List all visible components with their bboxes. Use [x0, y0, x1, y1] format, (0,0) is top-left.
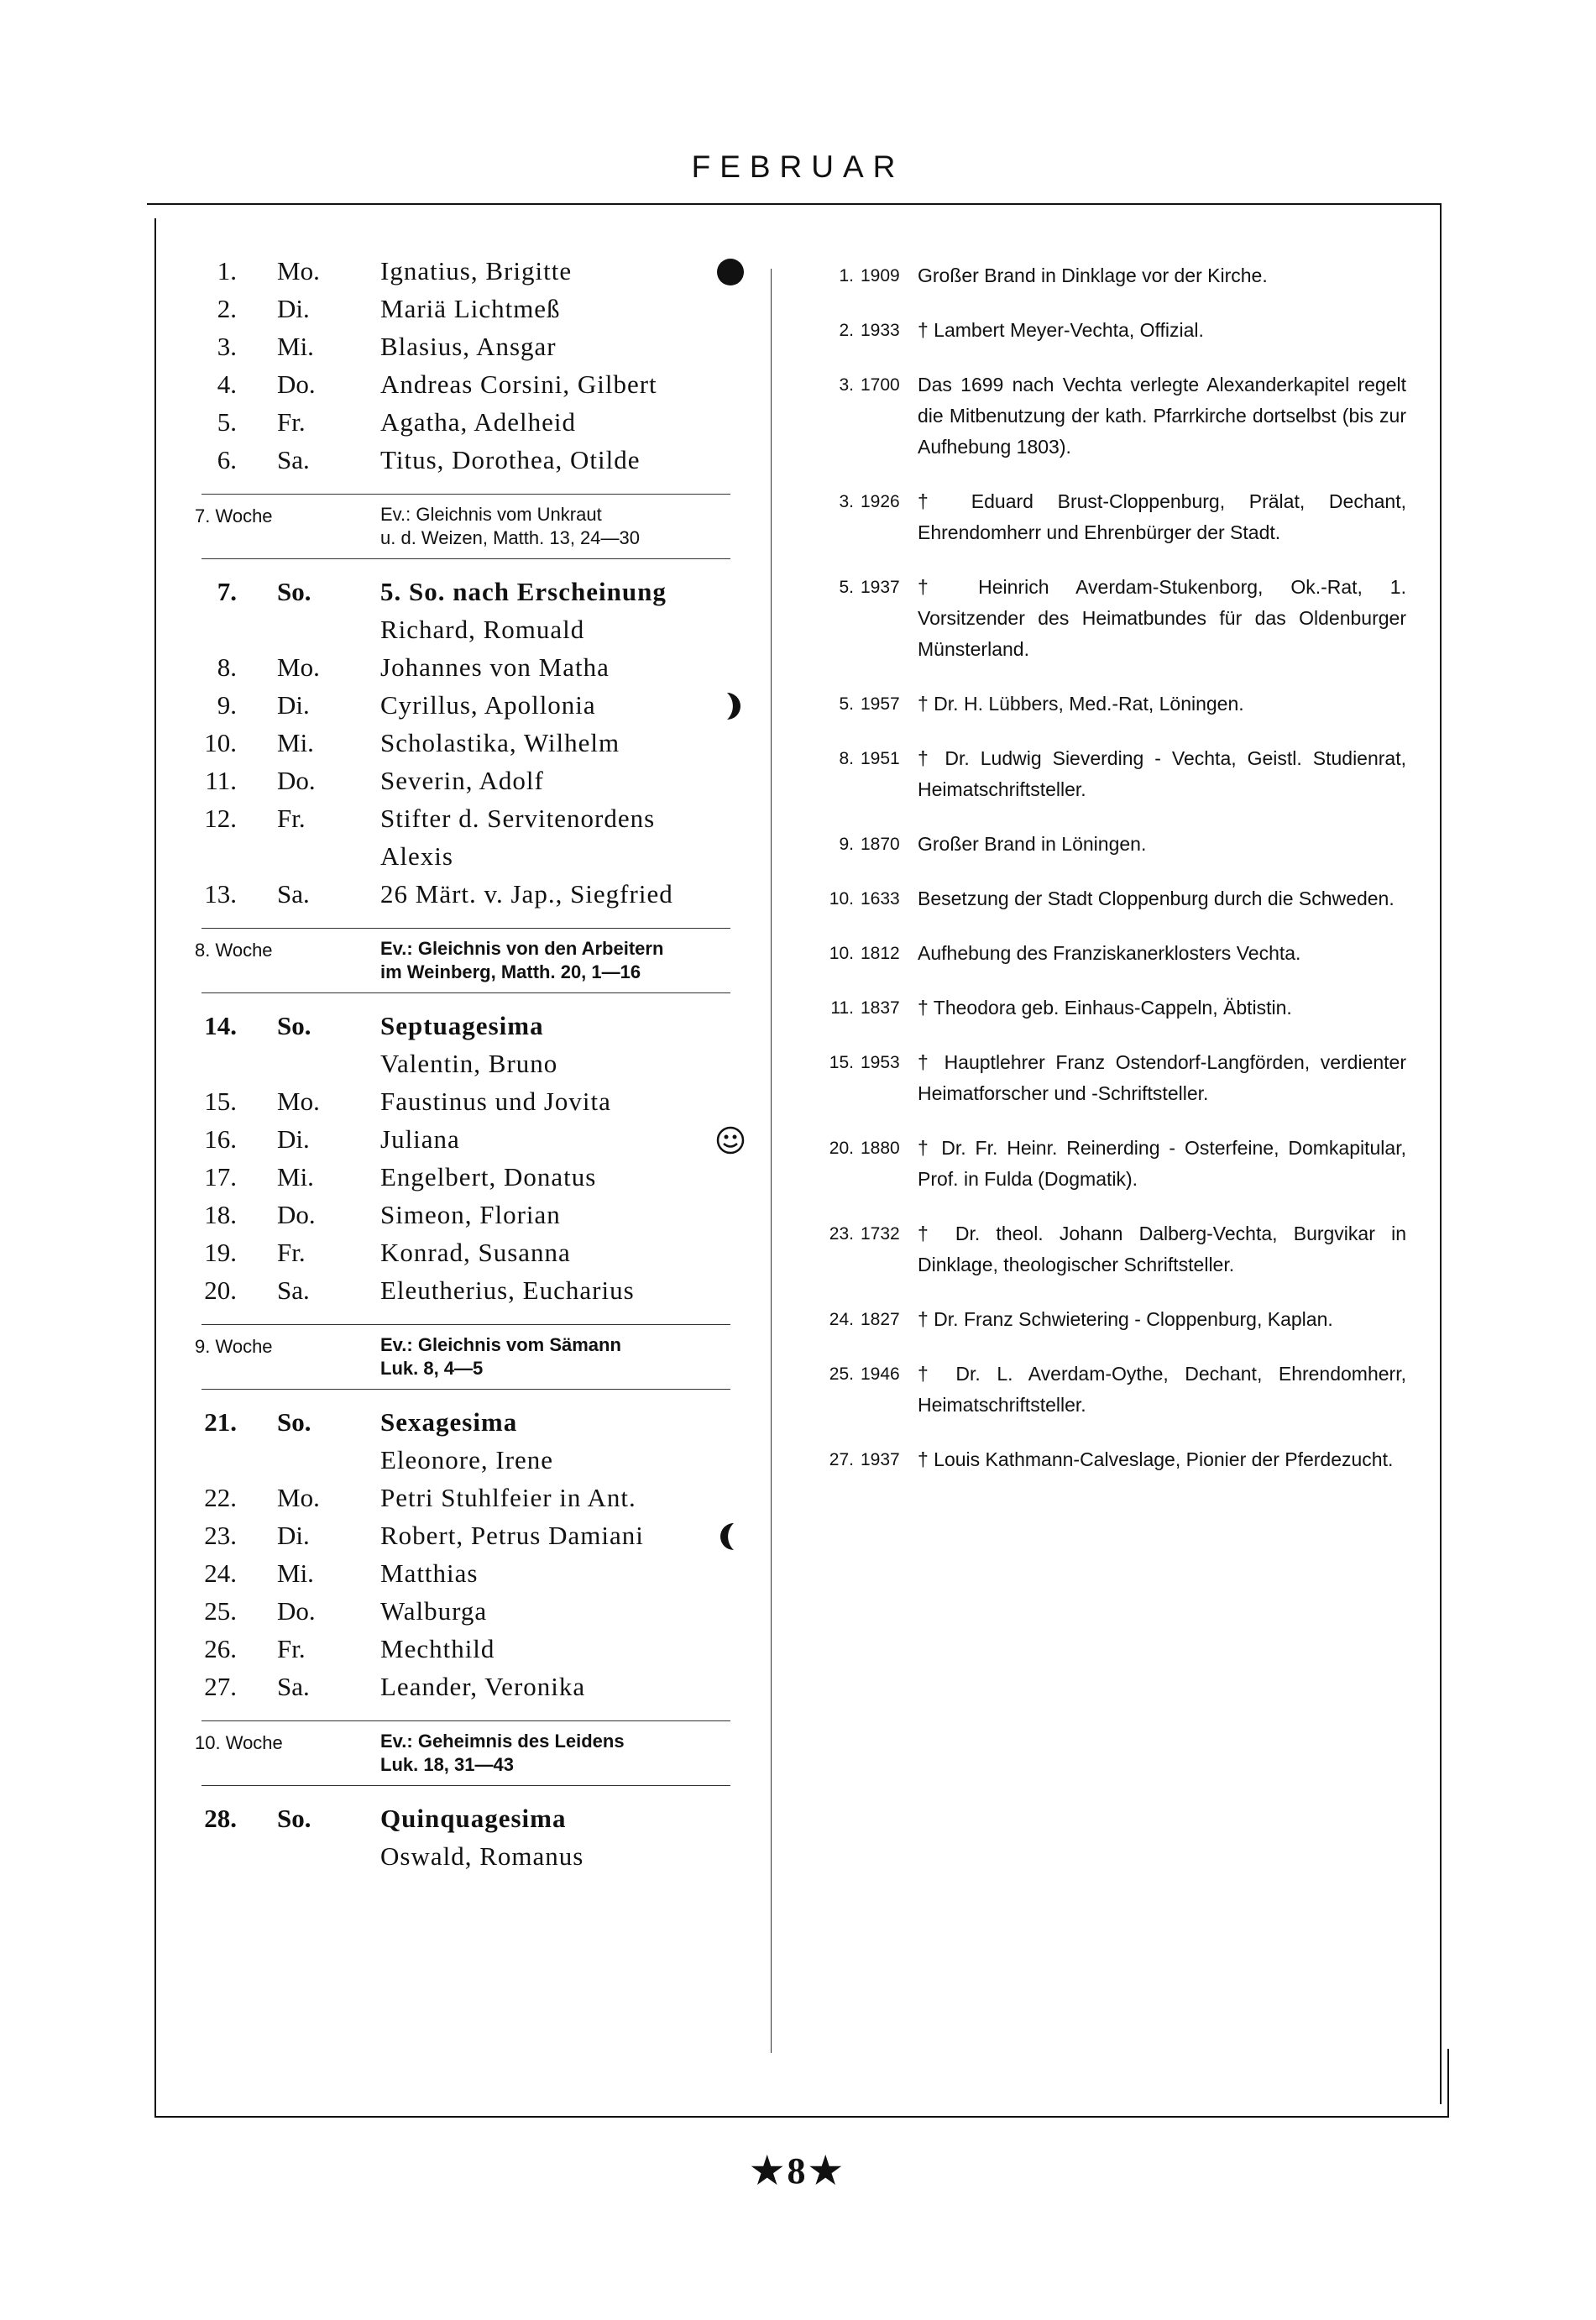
- day-number: 13.: [204, 879, 237, 909]
- event-entry: [819, 829, 1406, 860]
- event-day: 8.: [839, 749, 854, 768]
- weekday: Mo.: [277, 652, 320, 682]
- calendar-row: [176, 1403, 756, 1441]
- gospel-text: Ev.: Gleichnis vom Sämann Luk. 8, 4—5: [380, 1334, 621, 1379]
- saint-names: Walburga: [380, 1596, 488, 1626]
- saint-names: Sexagesima: [380, 1407, 518, 1437]
- event-entry: [819, 572, 1406, 665]
- week-label: 9. Woche: [195, 1336, 273, 1357]
- event-text: Großer Brand in Dinklage vor der Kirche.: [918, 264, 1268, 286]
- calendar-row: [176, 1271, 756, 1309]
- event-text: † Eduard Brust-Cloppenburg, Prälat, Dechant, Ehrendomherr und Ehrenbürger der Stadt.: [918, 490, 1406, 543]
- event-day: 23.: [829, 1224, 854, 1244]
- calendar-row: [176, 403, 756, 441]
- event-day: 25.: [829, 1364, 854, 1384]
- day-number: 19.: [204, 1238, 237, 1267]
- event-year: 1827: [861, 1310, 900, 1329]
- weekday: Mi.: [277, 332, 314, 361]
- saint-names: Matthias: [380, 1558, 479, 1588]
- event-text: † Louis Kathmann-Calveslage, Pionier der Pferdezucht.: [918, 1448, 1394, 1470]
- event-text: † Dr. Ludwig Sieverding - Vechta, Geistl. Studienrat, Heimatschriftsteller.: [918, 747, 1406, 800]
- saint-names: Severin, Adolf: [380, 766, 544, 795]
- gospel-week-block: [176, 1721, 756, 1785]
- week-separator: [201, 992, 730, 993]
- weekday: Mi.: [277, 728, 314, 757]
- event-entry: [819, 260, 1406, 291]
- weekday: So.: [277, 1407, 311, 1437]
- event-entry: [819, 315, 1406, 346]
- frame-border-bottom: [156, 2116, 1449, 2118]
- calendar-row: [176, 799, 756, 837]
- event-entry: [819, 1133, 1406, 1195]
- saint-names: Alexis: [380, 841, 453, 871]
- frame-border-left: [154, 218, 156, 2118]
- saint-names: Johannes von Matha: [380, 652, 610, 682]
- saint-names: Septuagesima: [380, 1011, 544, 1040]
- saint-names: Konrad, Susanna: [380, 1238, 571, 1267]
- saint-names: Petri Stuhlfeier in Ant.: [380, 1483, 636, 1512]
- event-day: 10.: [829, 889, 854, 909]
- calendar-row: [176, 837, 756, 875]
- event-year: 1933: [861, 321, 900, 340]
- calendar-row: [176, 1592, 756, 1630]
- calendar-row: [176, 1196, 756, 1233]
- event-day: 2.: [839, 321, 854, 340]
- day-number: 20.: [204, 1275, 237, 1305]
- event-entry: [819, 1359, 1406, 1421]
- event-entry: [819, 743, 1406, 805]
- event-text: † Dr. Franz Schwietering - Cloppenburg, Kaplan.: [918, 1308, 1333, 1330]
- gospel-week-block: [176, 929, 756, 992]
- saint-names: Ignatius, Brigitte: [380, 256, 573, 285]
- event-day: 1.: [839, 266, 854, 285]
- day-number: 22.: [204, 1483, 237, 1512]
- week-label: 8. Woche: [195, 940, 273, 961]
- weekday: Do.: [277, 1596, 316, 1626]
- event-year: 1909: [861, 266, 900, 285]
- calendar-row: [176, 290, 756, 327]
- day-number: 8.: [217, 652, 237, 682]
- event-year: 1870: [861, 835, 900, 854]
- event-year: 1951: [861, 749, 900, 768]
- week-separator: [201, 558, 730, 559]
- calendar-row: [176, 252, 756, 290]
- event-year: 1937: [861, 1450, 900, 1469]
- calendar-row: [176, 365, 756, 403]
- calendar-row: [176, 686, 756, 724]
- day-number: 18.: [204, 1200, 237, 1229]
- calendar-row: [176, 441, 756, 479]
- day-number: 2.: [217, 294, 237, 323]
- saint-names: Robert, Petrus Damiani: [380, 1521, 644, 1550]
- saint-names: Leander, Veronika: [380, 1672, 586, 1701]
- day-number: 12.: [204, 804, 237, 833]
- event-year: 1957: [861, 694, 900, 714]
- calendar-row: [176, 1479, 756, 1516]
- saint-names: Stifter d. Servitenordens: [380, 804, 656, 833]
- saint-names: Agatha, Adelheid: [380, 407, 576, 437]
- calendar-row: [176, 724, 756, 762]
- saint-names: Eleonore, Irene: [380, 1445, 554, 1474]
- event-entry: [819, 369, 1406, 463]
- event-day: 20.: [829, 1139, 854, 1158]
- event-year: 1732: [861, 1224, 900, 1244]
- event-text: † Dr. theol. Johann Dalberg-Vechta, Burgvikar in Dinklage, theologischer Schriftsteller.: [918, 1223, 1406, 1275]
- gospel-text: Ev.: Gleichnis vom Unkraut u. d. Weizen, Matth. 13, 24—30: [380, 504, 640, 548]
- saint-names: Mariä Lichtmeß: [380, 294, 561, 323]
- day-number: 5.: [217, 407, 237, 437]
- saint-names: Mechthild: [380, 1634, 495, 1663]
- day-number: 16.: [204, 1124, 237, 1154]
- weekday: Di.: [277, 294, 310, 323]
- saint-names: Valentin, Bruno: [380, 1049, 558, 1078]
- event-entry: [819, 1047, 1406, 1109]
- event-text: Besetzung der Stadt Cloppenburg durch die Schweden.: [918, 888, 1395, 909]
- event-day: 9.: [839, 835, 854, 854]
- week-separator: [201, 1785, 730, 1786]
- event-entry: [819, 992, 1406, 1024]
- calendar-column: [176, 252, 756, 1875]
- full-moon-icon: [714, 1120, 749, 1158]
- calendar-row: [176, 1082, 756, 1120]
- day-number: 27.: [204, 1672, 237, 1701]
- week-label: 10. Woche: [195, 1732, 283, 1753]
- event-year: 1633: [861, 889, 900, 909]
- weekday: Fr.: [277, 1238, 306, 1267]
- weekday: Do.: [277, 369, 316, 399]
- weekday: Di.: [277, 1521, 310, 1550]
- calendar-row: [176, 648, 756, 686]
- event-year: 1812: [861, 944, 900, 963]
- event-day: 27.: [829, 1450, 854, 1469]
- week-label: 7. Woche: [195, 505, 273, 526]
- weekday: So.: [277, 577, 311, 606]
- saint-names: Engelbert, Donatus: [380, 1162, 597, 1191]
- frame-border-right: [1440, 203, 1442, 2104]
- event-year: 1953: [861, 1053, 900, 1072]
- day-number: 7.: [217, 577, 237, 606]
- calendar-row: [176, 1554, 756, 1592]
- calendar-row: [176, 610, 756, 648]
- saint-names: Cyrillus, Apollonia: [380, 690, 596, 720]
- day-number: 26.: [204, 1634, 237, 1663]
- day-number: 15.: [204, 1087, 237, 1116]
- day-number: 6.: [217, 445, 237, 474]
- column-divider: [771, 269, 772, 2053]
- calendar-row: [176, 1668, 756, 1705]
- day-number: 25.: [204, 1596, 237, 1626]
- calendar-row: [176, 573, 756, 610]
- event-text: † Heinrich Averdam-Stukenborg, Ok.-Rat, 1. Vorsitzender des Heimatbundes für das Oldenburger Münsterland.: [918, 576, 1406, 660]
- calendar-row: [176, 1120, 756, 1158]
- saint-names: 26 Märt. v. Jap., Siegfried: [380, 879, 673, 909]
- event-day: 5.: [839, 694, 854, 714]
- weekday: Fr.: [277, 804, 306, 833]
- calendar-row: [176, 327, 756, 365]
- event-entry: [819, 1444, 1406, 1475]
- day-number: 3.: [217, 332, 237, 361]
- weekday: So.: [277, 1804, 311, 1833]
- day-number: 24.: [204, 1558, 237, 1588]
- event-entry: [819, 1304, 1406, 1335]
- event-day: 3.: [839, 492, 854, 511]
- saint-names: Titus, Dorothea, Otilde: [380, 445, 641, 474]
- events-column: [819, 260, 1406, 1499]
- event-text: † Dr. Fr. Heinr. Reinerding - Osterfeine, Domkapitular, Prof. in Fulda (Dogmatik).: [918, 1137, 1406, 1190]
- event-day: 3.: [839, 375, 854, 395]
- frame-border-top: [147, 203, 1442, 205]
- calendar-row: [176, 762, 756, 799]
- event-text: † Theodora geb. Einhaus-Cappeln, Äbtistin.: [918, 997, 1292, 1019]
- new-moon-icon: [714, 252, 749, 290]
- day-number: 10.: [204, 728, 237, 757]
- weekday: So.: [277, 1011, 311, 1040]
- day-number: 14.: [204, 1011, 237, 1040]
- day-number: 17.: [204, 1162, 237, 1191]
- weekday: Fr.: [277, 407, 306, 437]
- calendar-row: [176, 1158, 756, 1196]
- weekday: Mo.: [277, 1483, 320, 1512]
- gospel-text: Ev.: Geheimnis des Leidens Luk. 18, 31—43: [380, 1731, 625, 1775]
- calendar-row: [176, 1441, 756, 1479]
- event-day: 5.: [839, 578, 854, 597]
- event-year: 1700: [861, 375, 900, 395]
- gospel-week-block: [176, 495, 756, 558]
- calendar-row: [176, 1630, 756, 1668]
- event-text: Großer Brand in Löningen.: [918, 833, 1147, 855]
- event-text: † Dr. H. Lübbers, Med.-Rat, Löningen.: [918, 693, 1244, 715]
- event-year: 1946: [861, 1364, 900, 1384]
- calendar-row: [176, 875, 756, 913]
- day-number: 28.: [204, 1804, 237, 1833]
- event-day: 11.: [830, 998, 854, 1018]
- calendar-row: [176, 1045, 756, 1082]
- weekday: Sa.: [277, 445, 310, 474]
- event-entry: [819, 938, 1406, 969]
- calendar-row: [176, 1233, 756, 1271]
- event-day: 24.: [829, 1310, 854, 1329]
- first-quarter-moon-icon: [714, 686, 749, 724]
- weekday: Di.: [277, 690, 310, 720]
- saint-names: Quinquagesima: [380, 1804, 567, 1833]
- page-title: FEBRUAR: [691, 149, 905, 184]
- saint-names: Juliana: [380, 1124, 460, 1154]
- event-year: 1837: [861, 998, 900, 1018]
- calendar-row: [176, 1799, 756, 1837]
- event-text: † Hauptlehrer Franz Ostendorf-Langförden, verdienter Heimatforscher und -Schriftsteller.: [918, 1051, 1406, 1104]
- day-number: 4.: [217, 369, 237, 399]
- event-entry: [819, 883, 1406, 914]
- saint-names: Scholastika, Wilhelm: [380, 728, 620, 757]
- weekday: Do.: [277, 1200, 316, 1229]
- event-entry: [819, 689, 1406, 720]
- weekday: Sa.: [277, 1672, 310, 1701]
- last-quarter-moon-icon: [714, 1516, 749, 1554]
- saint-names: Eleutherius, Eucharius: [380, 1275, 635, 1305]
- weekday: Fr.: [277, 1634, 306, 1663]
- event-year: 1926: [861, 492, 900, 511]
- page-number: ★8★: [751, 2150, 845, 2192]
- day-number: 1.: [217, 256, 237, 285]
- saint-names: Andreas Corsini, Gilbert: [380, 369, 657, 399]
- event-day: 10.: [829, 944, 854, 963]
- weekday: Sa.: [277, 1275, 310, 1305]
- saint-names: 5. So. nach Erscheinung: [380, 577, 667, 606]
- event-text: † Lambert Meyer-Vechta, Offizial.: [918, 319, 1204, 341]
- event-day: 15.: [829, 1053, 854, 1072]
- calendar-row: [176, 1007, 756, 1045]
- weekday: Mi.: [277, 1162, 314, 1191]
- event-text: Aufhebung des Franziskanerklosters Vechta.: [918, 942, 1301, 964]
- saint-names: Faustinus und Jovita: [380, 1087, 611, 1116]
- event-text: † Dr. L. Averdam-Oythe, Dechant, Ehrendomherr, Heimatschriftsteller.: [918, 1363, 1406, 1416]
- event-text: Das 1699 nach Vechta verlegte Alexanderkapitel regelt die Mitbenutzung der kath. Pfarrkirche dortselbst (bis zur Aufhebung 1803).: [918, 374, 1406, 458]
- day-number: 21.: [204, 1407, 237, 1437]
- calendar-row: [176, 1837, 756, 1875]
- saint-names: Blasius, Ansgar: [380, 332, 557, 361]
- day-number: 23.: [204, 1521, 237, 1550]
- week-separator: [201, 1389, 730, 1390]
- frame-border-right-offset: [1447, 2049, 1449, 2118]
- weekday: Do.: [277, 766, 316, 795]
- event-year: 1937: [861, 578, 900, 597]
- gospel-week-block: [176, 1325, 756, 1389]
- weekday: Mo.: [277, 256, 320, 285]
- gospel-text: Ev.: Gleichnis von den Arbeitern im Weinberg, Matth. 20, 1—16: [380, 938, 664, 982]
- day-number: 11.: [205, 766, 237, 795]
- saint-names: Simeon, Florian: [380, 1200, 561, 1229]
- weekday: Mi.: [277, 1558, 314, 1588]
- weekday: Mo.: [277, 1087, 320, 1116]
- calendar-row: [176, 1516, 756, 1554]
- saint-names: Oswald, Romanus: [380, 1841, 584, 1871]
- day-number: 9.: [217, 690, 237, 720]
- weekday: Di.: [277, 1124, 310, 1154]
- event-entry: [819, 1218, 1406, 1280]
- event-year: 1880: [861, 1139, 900, 1158]
- saint-names: Richard, Romuald: [380, 615, 585, 644]
- weekday: Sa.: [277, 879, 310, 909]
- event-entry: [819, 486, 1406, 548]
